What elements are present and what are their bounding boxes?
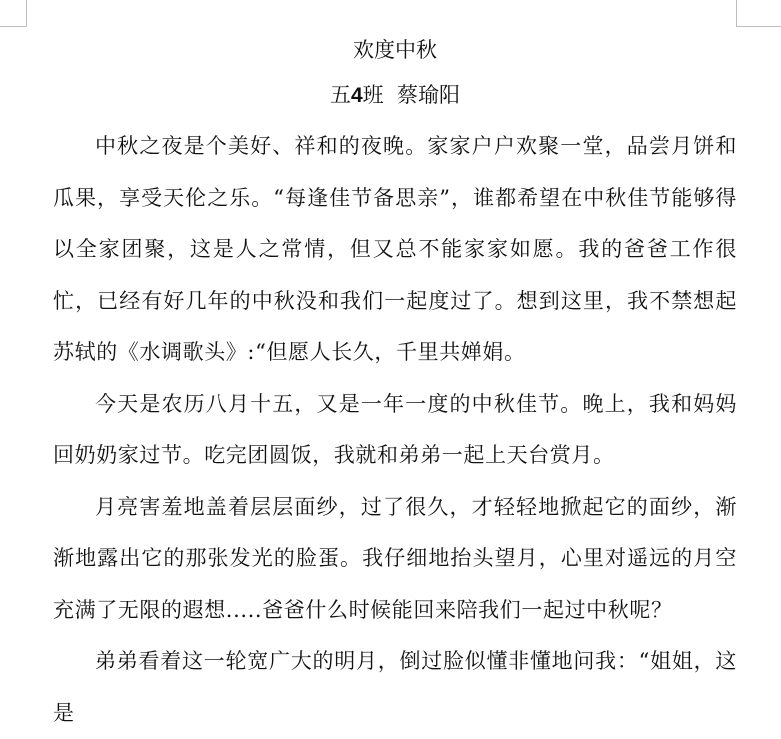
document-title: 欢度中秋 <box>353 38 437 62</box>
class-suffix: 班 <box>362 83 384 107</box>
author-name: 蔡瑜阳 <box>397 83 461 107</box>
body-paragraph-3: 月亮害羞地盖着层层面纱，过了很久，才轻轻地掀起它的面纱，渐渐地露出它的那张发光的脸蛋。我仔细地抬头望月，心里对遥远的月空充满了无限的遐想.....爸爸什么时候能回来陪我们一起过中秋呢？ <box>53 494 737 622</box>
crop-mark-top-right-vertical <box>736 0 737 27</box>
crop-mark-top-right-horizontal <box>736 26 781 27</box>
author-byline <box>53 70 737 121</box>
document-page <box>53 30 737 739</box>
class-prefix: 五 <box>329 83 351 107</box>
class-number: 4 <box>350 84 363 107</box>
body-paragraph-1: 中秋之夜是个美好、祥和的夜晚。家家户户欢聚一堂，品尝月饼和瓜果，享受天伦之乐。“每逢佳节备思亲”，谁都希望在中秋佳节能够得以全家团聚，这是人之常情，但又总不能家家如愿。我的爸爸工作很忙，已经有好几年的中秋没和我们一起度过了。想到这里，我不禁想起苏轼的《水调歌头》:“但愿人长久，千里共婵娟。 <box>53 134 737 364</box>
crop-mark-top-left-vertical <box>26 0 27 27</box>
body-paragraph-2: 今天是农历八月十五，又是一年一度的中秋佳节。晚上，我和妈妈回奶奶家过节。吃完团圆饭，我就和弟弟一起上天台赏月。 <box>53 391 737 467</box>
crop-mark-top-left-horizontal <box>0 26 27 27</box>
body-paragraph-4: 弟弟看着这一轮宽广大的明月，倒过脸似懂非懂地问我：“姐姐，这是 <box>53 649 737 725</box>
